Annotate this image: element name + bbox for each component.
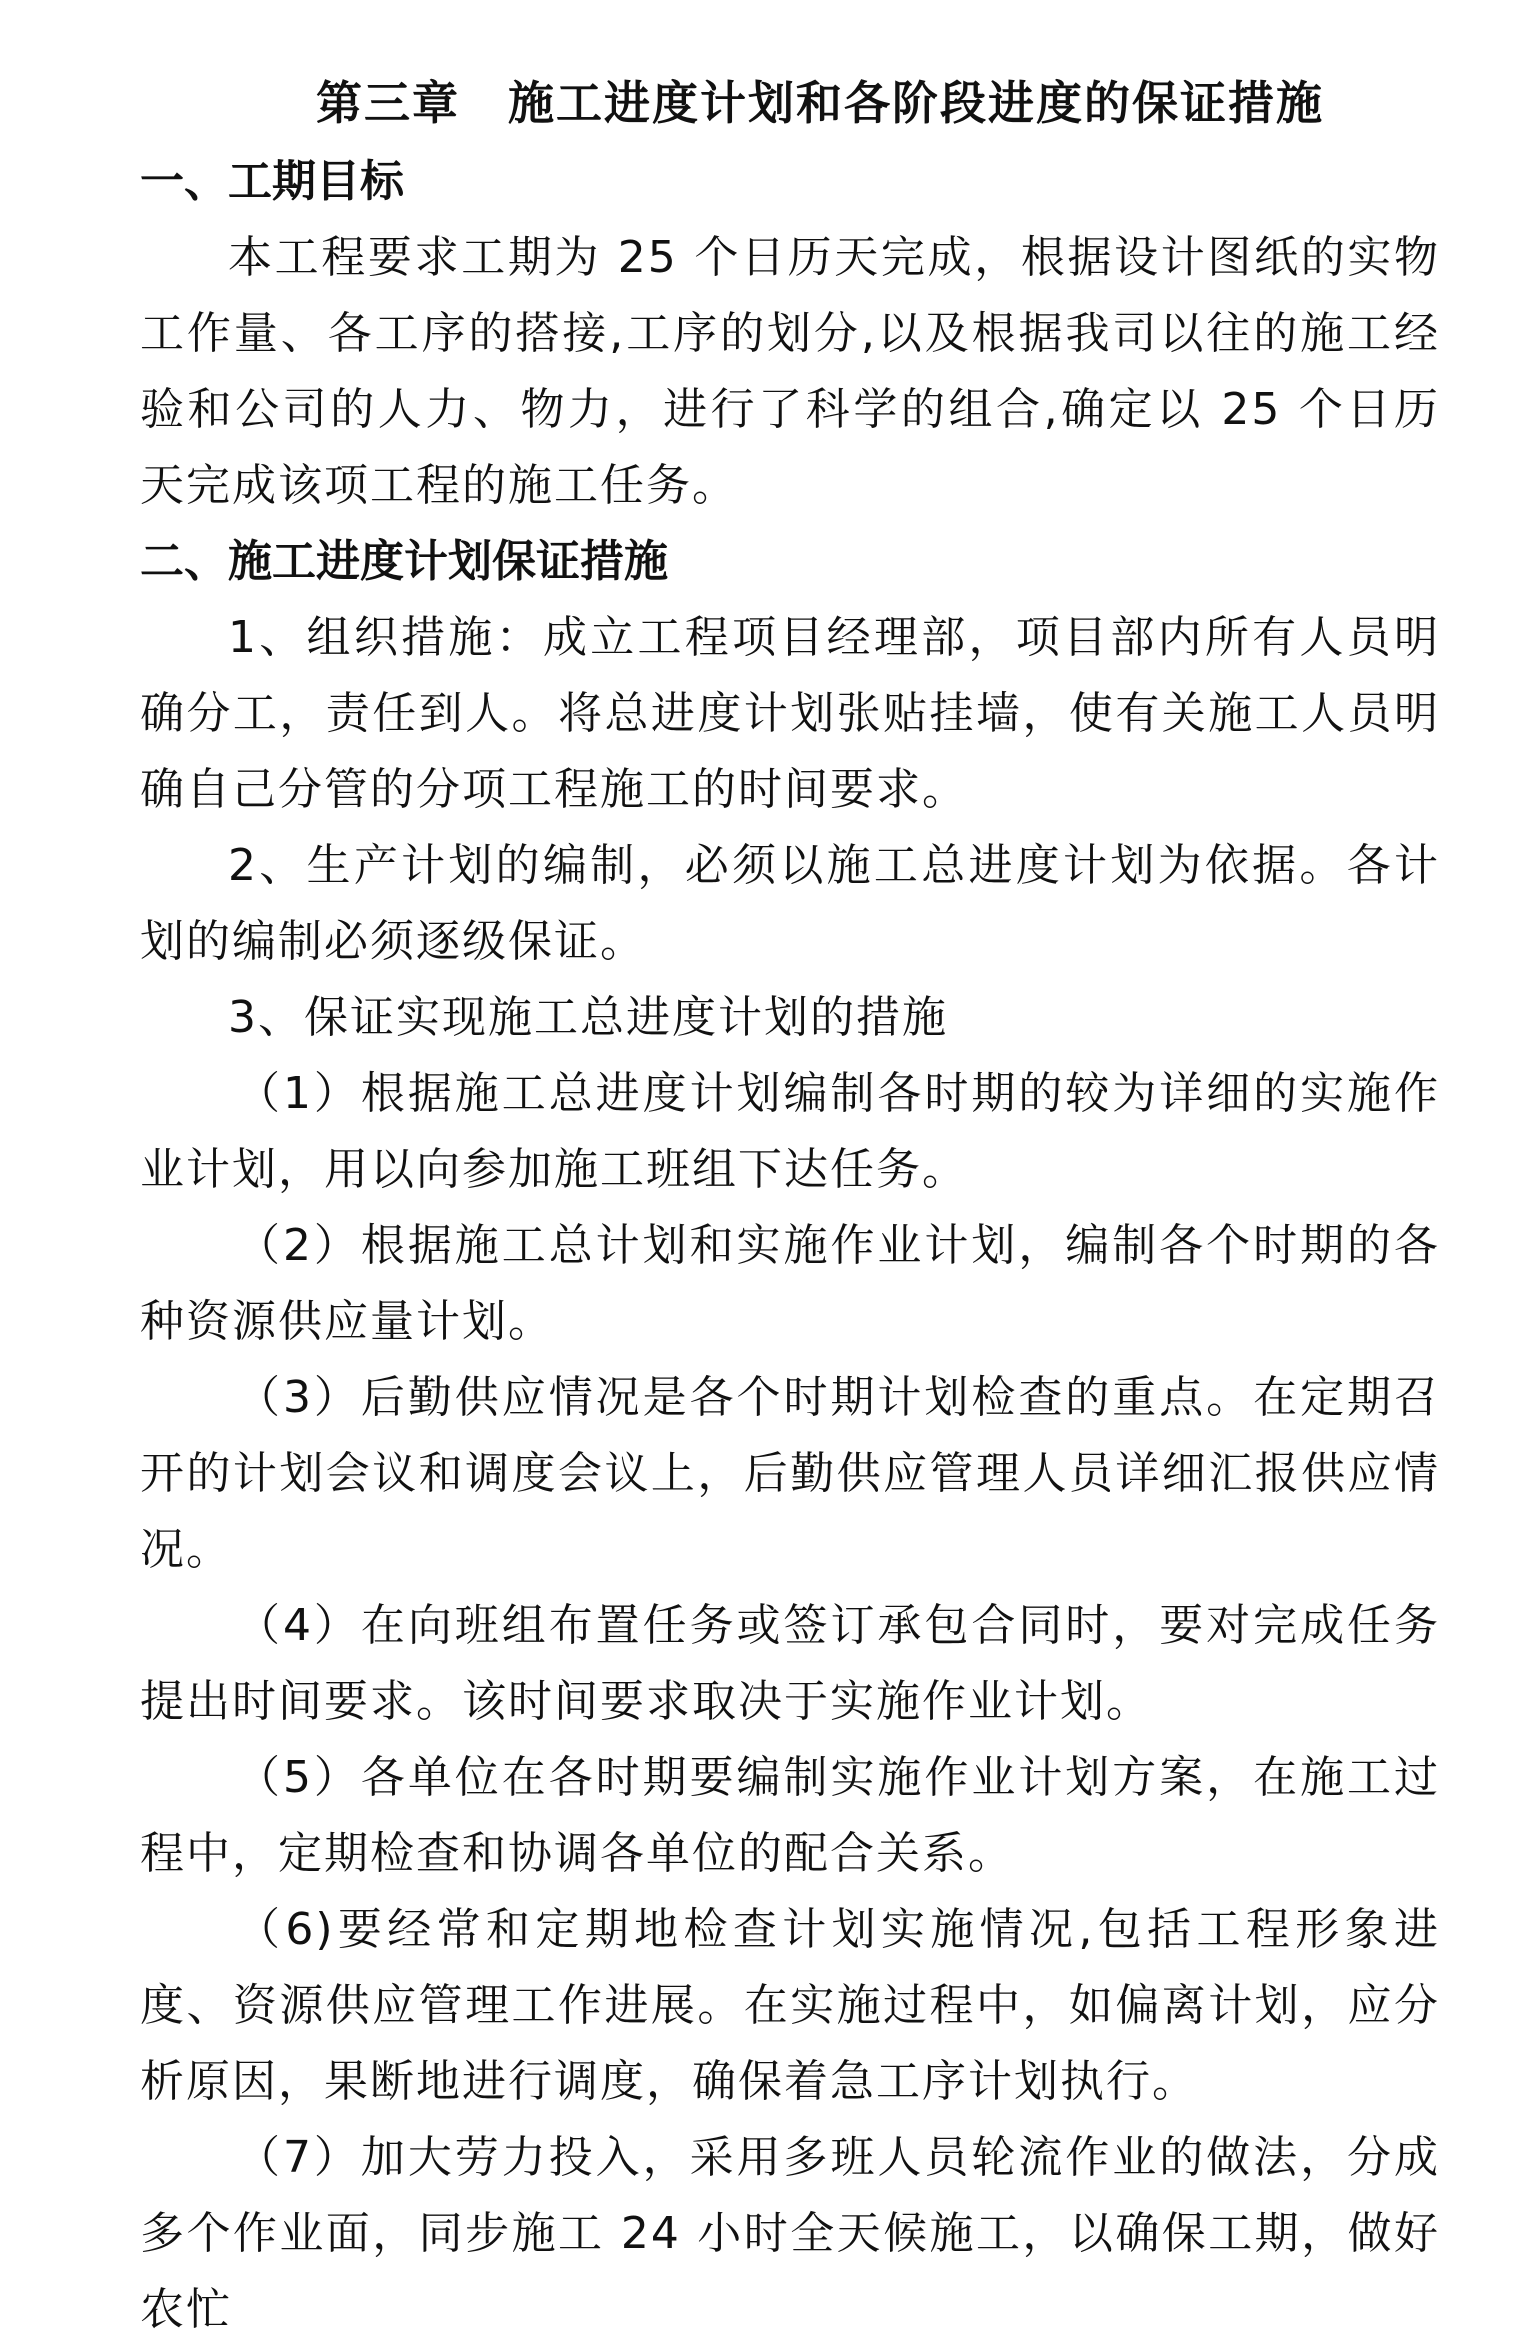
section-heading-guarantee-measures: 二、施工进度计划保证措施 — [140, 536, 668, 587]
paragraph-sub-5: （5）各单位在各时期要编制实施作业计划方案，在施工过程中，定期检查和协调各单位的配合关系。 — [140, 1752, 1440, 1879]
document-page — [140, 68, 1440, 2348]
paragraph-sub-1: （1）根据施工总进度计划编制各时期的较为详细的实施作业计划，用以向参加施工班组下达任务。 — [140, 1068, 1440, 1195]
paragraph-item-1: 1、组织措施：成立工程项目经理部，项目部内所有人员明确分工，责任到人。将总进度计划张贴挂墙，使有关施工人员明确自己分管的分项工程施工的时间要求。 — [140, 612, 1440, 815]
paragraph-item-2: 2、生产计划的编制，必须以施工总进度计划为依据。各计划的编制必须逐级保证。 — [140, 840, 1440, 967]
paragraph-sub-2: （2）根据施工总计划和实施作业计划，编制各个时期的各种资源供应量计划。 — [140, 1220, 1440, 1347]
section-heading-schedule-goal: 一、工期目标 — [140, 156, 404, 207]
paragraph-sub-3: （3）后勤供应情况是各个时期计划检查的重点。在定期召开的计划会议和调度会议上，后勤供应管理人员详细汇报供应情况。 — [140, 1372, 1440, 1575]
paragraph-sub-4: （4）在向班组布置任务或签订承包合同时，要对完成任务提出时间要求。该时间要求取决于实施作业计划。 — [140, 1600, 1440, 1727]
chapter-title: 第三章 施工进度计划和各阶段进度的保证措施 — [316, 76, 1324, 130]
paragraph-item-3: 3、保证实现施工总进度计划的措施 — [228, 992, 948, 1043]
paragraph-sub-7: （7）加大劳力投入，采用多班人员轮流作业的做法，分成多个作业面，同步施工 24 小时全天候施工，以确保工期，做好农忙 — [140, 2132, 1440, 2335]
paragraph-schedule-goal: 本工程要求工期为 25 个日历天完成，根据设计图纸的实物工作量、各工序的搭接,工序的划分,以及根据我司以往的施工经验和公司的人力、物力，进行了科学的组合,确定以 25 个日历天完成该项工程的施工任务。 — [140, 232, 1440, 511]
paragraph-sub-6: （6)要经常和定期地检查计划实施情况,包括工程形象进度、资源供应管理工作进展。在实施过程中，如偏离计划，应分析原因，果断地进行调度，确保着急工序计划执行。 — [140, 1904, 1440, 2107]
